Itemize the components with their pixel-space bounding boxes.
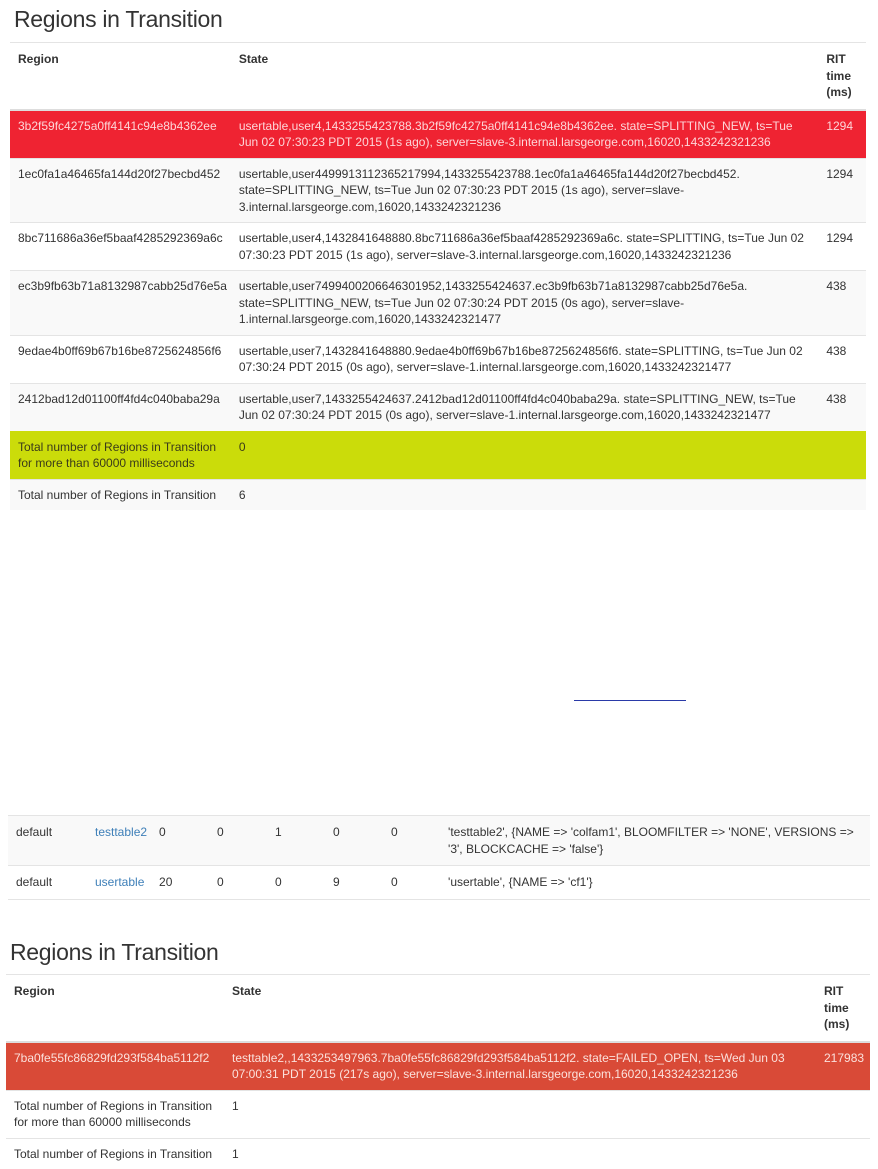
state-cell: usertable,user7,1432841648880.9edae4b0ff69b67b16be8725624856f6. state=SPLITTING, ts=Tue Jun 02 07:30:24 PDT 2015 (0s ago), server=slave-1.internal.larsgeorge.com,16020,1433242321477 (231, 335, 818, 383)
page-title: Regions in Transition (14, 6, 223, 32)
summary-row-total (10, 479, 866, 510)
table-row (10, 158, 866, 223)
rit-time-cell: 1294 (818, 223, 866, 271)
state-cell: usertable,user4,1433255423788.3b2f59fc4275a0ff4141c94e8b4362ee. state=SPLITTING_NEW, ts=Tue Jun 02 07:30:23 PDT 2015 (1s ago), server=slave-3.internal.larsgeorge.com,16020,1433242321236 (231, 110, 818, 159)
summary-value: 0 (231, 431, 866, 479)
namespace-cell: default (8, 866, 87, 900)
column-header-state: State (224, 975, 816, 1042)
count-cell: 0 (209, 816, 267, 866)
rit-table (10, 42, 866, 510)
rit-time-cell: 1294 (818, 110, 866, 159)
summary-row-over-threshold (10, 431, 866, 479)
column-header-rit-time: RIT time (ms) (816, 975, 870, 1042)
column-header-region: Region (10, 43, 231, 110)
state-cell: testtable2,,1433253497963.7ba0fe55fc86829fd293f584ba5112f2. state=FAILED_OPEN, ts=Wed Jun 03 07:00:31 PDT 2015 (217s ago), server=slave-3.internal.larsgeorge.com,16020,1433242321236 (224, 1042, 816, 1091)
count-cell: 0 (151, 816, 209, 866)
table-row (10, 335, 866, 383)
description-cell: 'testtable2', {NAME => 'colfam1', BLOOMFILTER => 'NONE', VERSIONS => '3', BLOCKCACHE => 'false'} (440, 816, 870, 866)
count-cell: 0 (383, 816, 440, 866)
column-header-state: State (231, 43, 818, 110)
user-tables-table (8, 815, 870, 900)
link-underline (574, 700, 686, 701)
summary-value: 1 (224, 1090, 870, 1138)
region-cell: 1ec0fa1a46465fa144d20f27becbd452 (10, 158, 231, 223)
rit-time-cell: 438 (818, 383, 866, 431)
count-cell: 0 (267, 866, 325, 900)
count-cell: 9 (325, 866, 383, 900)
namespace-cell: default (8, 816, 87, 866)
count-cell: 1 (267, 816, 325, 866)
summary-label: Total number of Regions in Transition for more than 60000 milliseconds (10, 431, 231, 479)
rit-section-top (10, 6, 866, 510)
table-row (10, 383, 866, 431)
state-cell: usertable,user7,1433255424637.2412bad12d01100ff4fd4c040baba29a. state=SPLITTING_NEW, ts=Tue Jun 02 07:30:24 PDT 2015 (0s ago), server=slave-1.internal.larsgeorge.com,16020,1433242321477 (231, 383, 818, 431)
tables-section (8, 815, 870, 900)
count-cell: 0 (325, 816, 383, 866)
table-row (10, 223, 866, 271)
summary-row-over-threshold (6, 1090, 870, 1138)
region-cell: 7ba0fe55fc86829fd293f584ba5112f2 (6, 1042, 224, 1091)
table-row (8, 816, 870, 866)
region-cell: 9edae4b0ff69b67b16be8725624856f6 (10, 335, 231, 383)
table-name-cell (87, 816, 151, 866)
table-row (10, 110, 866, 159)
table-row (8, 866, 870, 900)
description-cell: 'usertable', {NAME => 'cf1'} (440, 866, 870, 900)
count-cell: 0 (209, 866, 267, 900)
section-title: Regions in Transition (10, 939, 219, 965)
summary-label: Total number of Regions in Transition (10, 479, 231, 510)
rit-table-failed (6, 974, 870, 1169)
table-row (10, 271, 866, 336)
state-cell: usertable,user4,1432841648880.8bc711686a36ef5baaf4285292369a6c. state=SPLITTING, ts=Tue Jun 02 07:30:23 PDT 2015 (1s ago), server=slave-3.internal.larsgeorge.com,16020,1433242321236 (231, 223, 818, 271)
table-name-cell (87, 866, 151, 900)
table-header-row (10, 43, 866, 110)
region-cell: 8bc711686a36ef5baaf4285292369a6c (10, 223, 231, 271)
rit-time-cell: 217983 (816, 1042, 870, 1091)
column-header-rit-time: RIT time (ms) (818, 43, 866, 110)
state-cell: usertable,user4499913112365217994,1433255423788.1ec0fa1a46465fa144d20f27becbd452. state=SPLITTING_NEW, ts=Tue Jun 02 07:30:23 PDT 2015 (1s ago), server=slave-3.internal.larsgeorge.com,16020,1433242321236 (231, 158, 818, 223)
table-row (6, 1042, 870, 1091)
rit-section-bottom (6, 939, 870, 1169)
rit-time-cell: 1294 (818, 158, 866, 223)
state-cell: usertable,user7499400206646301952,1433255424637.ec3b9fb63b71a8132987cabb25d76e5a. state=SPLITTING_NEW, ts=Tue Jun 02 07:30:24 PDT 2015 (0s ago), server=slave-1.internal.larsgeorge.com,16020,1433242321477 (231, 271, 818, 336)
region-cell: 2412bad12d01100ff4fd4c040baba29a (10, 383, 231, 431)
table-link-testtable2[interactable]: testtable2 (95, 825, 148, 839)
summary-label: Total number of Regions in Transition for more than 60000 milliseconds (6, 1090, 224, 1138)
summary-row-total (6, 1138, 870, 1169)
summary-value: 1 (224, 1138, 870, 1169)
column-header-region: Region (6, 975, 224, 1042)
region-cell: ec3b9fb63b71a8132987cabb25d76e5a (10, 271, 231, 336)
count-cell: 0 (383, 866, 440, 900)
rit-time-cell: 438 (818, 335, 866, 383)
region-cell: 3b2f59fc4275a0ff4141c94e8b4362ee (10, 110, 231, 159)
count-cell: 20 (151, 866, 209, 900)
table-header-row (6, 975, 870, 1042)
table-link-usertable[interactable]: usertable (95, 875, 145, 889)
summary-label: Total number of Regions in Transition (6, 1138, 224, 1169)
summary-value: 6 (231, 479, 866, 510)
rit-time-cell: 438 (818, 271, 866, 336)
